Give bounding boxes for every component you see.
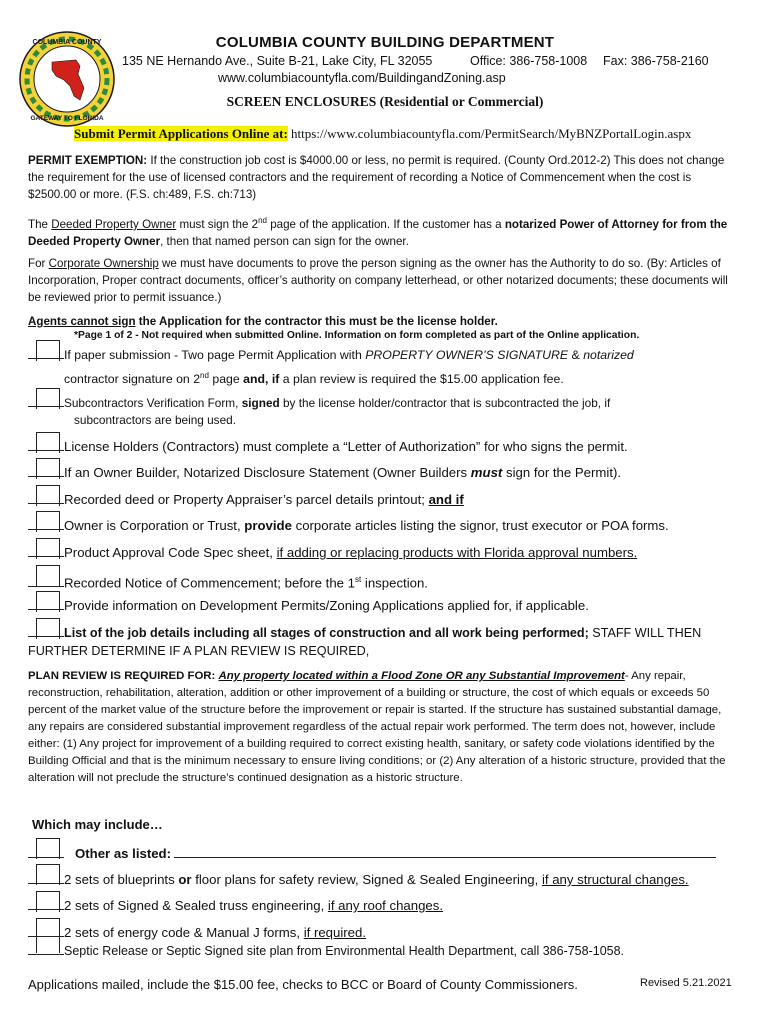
item-septic: Septic Release or Septic Signed site plan from Environmental Health Department, call 386-758-1058. bbox=[28, 942, 740, 960]
plan-review-paragraph: PLAN REVIEW IS REQUIRED FOR: Any property located within a Flood Zone OR any Substantial Improvement- Any repair, reconstruction, rehabilitation, alteration, addition or other improvement of a building or structure, the cost of which equals or exceeds 50 percent of the market value of the structure before the improvement or repair is started. If the structure has sustained substantial damage, any repairs are considered substantial improvement regardless of the actual repair work performed. The term does not, however, include either: (1) Any project for improvement of a building required to correct existing health, sanitary, or safety code violations identified by the Building Official and that is the minimum necessary to ensure living conditions; or (2) Any alteration of a historic structure, provided that the alteration will not preclude the structure’s continued designation as a historic structure. bbox=[28, 670, 726, 784]
item-letter-of-authorization: License Holders (Contractors) must complete a “Letter of Authorization” for who signs the permit. bbox=[28, 438, 738, 455]
item-development-permits: Provide information on Development Permits/Zoning Applications applied for, if applicable. bbox=[28, 597, 738, 614]
exemption-text: If the construction job cost is $4000.00 or less, no permit is required. (County Ord.2012-2) This does not change the requirement for the use of licensed contractors and the requirement of recording a Notice of Commencement when the cost is $2500.00 or more. (F.S. ch:489, F.S. ch:713) bbox=[28, 154, 725, 201]
item-subcontractors-form-cont: subcontractors are being used. bbox=[74, 413, 236, 427]
website-link[interactable]: www.columbiacountyfla.com/BuildingandZoning.asp bbox=[218, 71, 506, 85]
item-notice-of-commencement: Recorded Notice of Commencement; before the 1st inspection. bbox=[28, 571, 738, 591]
exemption-label: PERMIT EXEMPTION: bbox=[28, 154, 148, 167]
item-truss-engineering: 2 sets of Signed & Sealed truss engineering, if any roof changes. bbox=[28, 897, 740, 914]
form-subtitle: SCREEN ENCLOSURES (Residential or Commercial) bbox=[226, 94, 544, 109]
which-may-include-heading: Which may include… bbox=[32, 817, 163, 832]
online-url-link[interactable]: https://www.columbiacountyfla.com/PermitSearch/MyBNZPortalLogin.aspx bbox=[287, 126, 692, 141]
item-blueprints: 2 sets of blueprints or floor plans for safety review, Signed & Sealed Engineering, if any structural changes. bbox=[28, 871, 740, 888]
item-permit-application-cont: contractor signature on 2nd page and, if a plan review is required the $15.00 application fee. bbox=[64, 371, 564, 387]
deeded-owner-term: Deeded Property Owner bbox=[51, 217, 177, 231]
item-corporation-trust: Owner is Corporation or Trust, provide corporate articles listing the signor, trust executor or POA forms. bbox=[28, 517, 748, 534]
revision-date: Revised 5.21.2021 bbox=[640, 977, 732, 989]
corporate-ownership-paragraph: For Corporate Ownership we must have documents to prove the person signing as the owner has the Authority to do so. (By: Articles of Incorporation, Proper contract documents, officer’s authority on company letterhead, or other notarized documents; these documents will be reviewed prior to permit issuance.) bbox=[28, 257, 728, 304]
online-label: Submit Permit Applications Online at: bbox=[74, 126, 288, 141]
item-job-details: List of the job details including all stages of construction and all work being performed; STAFF WILL THEN FURTHER DETERMINE IF A PLAN REVIEW IS REQUIRED, bbox=[28, 626, 702, 658]
corporate-ownership-term: Corporate Ownership bbox=[48, 257, 159, 270]
item-permit-application: If paper submission - Two page Permit Application with PROPERTY OWNER’S SIGNATURE & notarized bbox=[28, 346, 728, 364]
svg-text:GATEWAY TO FLORIDA: GATEWAY TO FLORIDA bbox=[30, 115, 104, 122]
svg-text:COLUMBIA COUNTY: COLUMBIA COUNTY bbox=[32, 39, 102, 46]
online-submission-line bbox=[74, 126, 691, 142]
agents-notice: Agents cannot sign the Application for the contractor this must be the license holder. bbox=[28, 315, 498, 328]
mailing-instructions: Applications mailed, include the $15.00 fee, checks to BCC or Board of County Commissioners. bbox=[28, 977, 578, 992]
item-subcontractors-form: Subcontractors Verification Form, signed by the license holder/contractor that is subcontracted the job, if bbox=[28, 394, 728, 412]
fax-number: Fax: 386-758-2160 bbox=[603, 54, 709, 68]
other-write-in-line[interactable] bbox=[174, 857, 716, 858]
permit-exemption-paragraph bbox=[28, 152, 740, 203]
department-title: COLUMBIA COUNTY BUILDING DEPARTMENT bbox=[215, 34, 555, 51]
department-address: 135 NE Hernando Ave., Suite B-21, Lake City, FL 32055 bbox=[122, 54, 433, 68]
item-product-approval: Product Approval Code Spec sheet, if adding or replacing products with Florida approval numbers. bbox=[28, 544, 748, 561]
item-recorded-deed: Recorded deed or Property Appraiser’s parcel details printout; and if bbox=[28, 491, 738, 508]
item-owner-builder: If an Owner Builder, Notarized Disclosure Statement (Owner Builders must sign for the Permit). bbox=[28, 464, 738, 481]
page-note: *Page 1 of 2 - Not required when submitted Online. Information on form completed as part of the Online application. bbox=[74, 330, 640, 341]
item-other: Other as listed: bbox=[28, 845, 728, 862]
office-phone: Office: 386-758-1008 bbox=[470, 54, 588, 68]
item-energy-code: 2 sets of energy code & Manual J forms, if required. bbox=[28, 924, 740, 941]
deeded-owner-paragraph: The Deeded Property Owner must sign the 2nd page of the application. If the customer has a notarized Power of Attorney for from the Deeded Property Owner, then that named person can sign for the owner. bbox=[28, 216, 728, 248]
